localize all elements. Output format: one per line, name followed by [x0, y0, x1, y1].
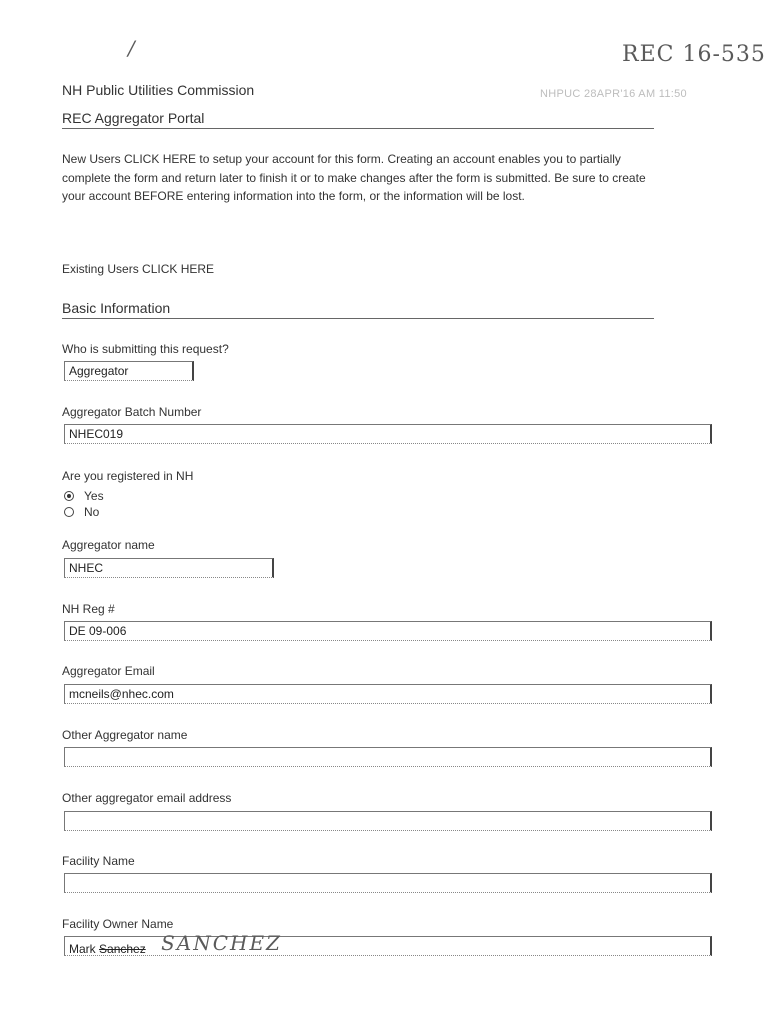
radio-unselected-icon	[64, 507, 74, 517]
submitter-label: Who is submitting this request?	[62, 342, 229, 356]
registered-option-no[interactable]	[64, 505, 99, 519]
registered-option-label: Yes	[84, 489, 104, 503]
section-title-basic-information: Basic Information	[62, 300, 171, 316]
other-aggregator-name-input[interactable]	[64, 747, 712, 767]
organization-name: NH Public Utilities Commission	[62, 82, 255, 98]
facility-name-input[interactable]	[64, 873, 712, 893]
batch-number-input[interactable]: NHEC019	[64, 424, 712, 444]
registered-label: Are you registered in NH	[62, 469, 194, 483]
radio-selected-icon	[64, 491, 74, 501]
other-aggregator-email-label: Other aggregator email address	[62, 791, 232, 805]
batch-number-label: Aggregator Batch Number	[62, 405, 202, 419]
aggregator-email-input[interactable]: mcneils@nhec.com	[64, 684, 712, 704]
header-divider	[62, 128, 654, 129]
section-divider	[62, 318, 654, 319]
aggregator-email-label: Aggregator Email	[62, 664, 155, 678]
portal-title: REC Aggregator Portal	[62, 110, 205, 126]
handwritten-docket-number: REC 16-535	[622, 42, 766, 67]
facility-owner-label: Facility Owner Name	[62, 917, 174, 931]
submitter-select[interactable]: Aggregator	[64, 361, 194, 381]
received-date-stamp: NHPUC 28APR'16 AM 11:50	[540, 88, 687, 100]
nh-reg-label: NH Reg #	[62, 602, 115, 616]
facility-owner-struck-surname: Sanchez	[99, 942, 146, 956]
facility-owner-first-name: Mark	[69, 942, 96, 956]
handwritten-surname-correction: SANCHEZ	[161, 931, 282, 955]
facility-owner-input[interactable]	[64, 931, 712, 956]
facility-name-label: Facility Name	[62, 854, 135, 868]
new-users-link[interactable]: New Users CLICK HERE to setup your account for this form. Creating an account enables you to partially complete the form and return later to finish it or to make changes after the form is submitted. Be sure to create your account BEFORE entering information into the form, or the information will be lost.	[62, 152, 646, 203]
other-aggregator-email-input[interactable]	[64, 811, 712, 831]
handwritten-mark: /	[128, 36, 135, 60]
existing-users-link[interactable]: Existing Users CLICK HERE	[62, 262, 215, 276]
nh-reg-input[interactable]: DE 09-006	[64, 621, 712, 641]
registered-option-yes[interactable]	[64, 489, 104, 503]
aggregator-name-label: Aggregator name	[62, 538, 155, 552]
registered-option-label: No	[84, 505, 100, 519]
other-aggregator-name-label: Other Aggregator name	[62, 728, 188, 742]
aggregator-name-input[interactable]: NHEC	[64, 558, 274, 578]
